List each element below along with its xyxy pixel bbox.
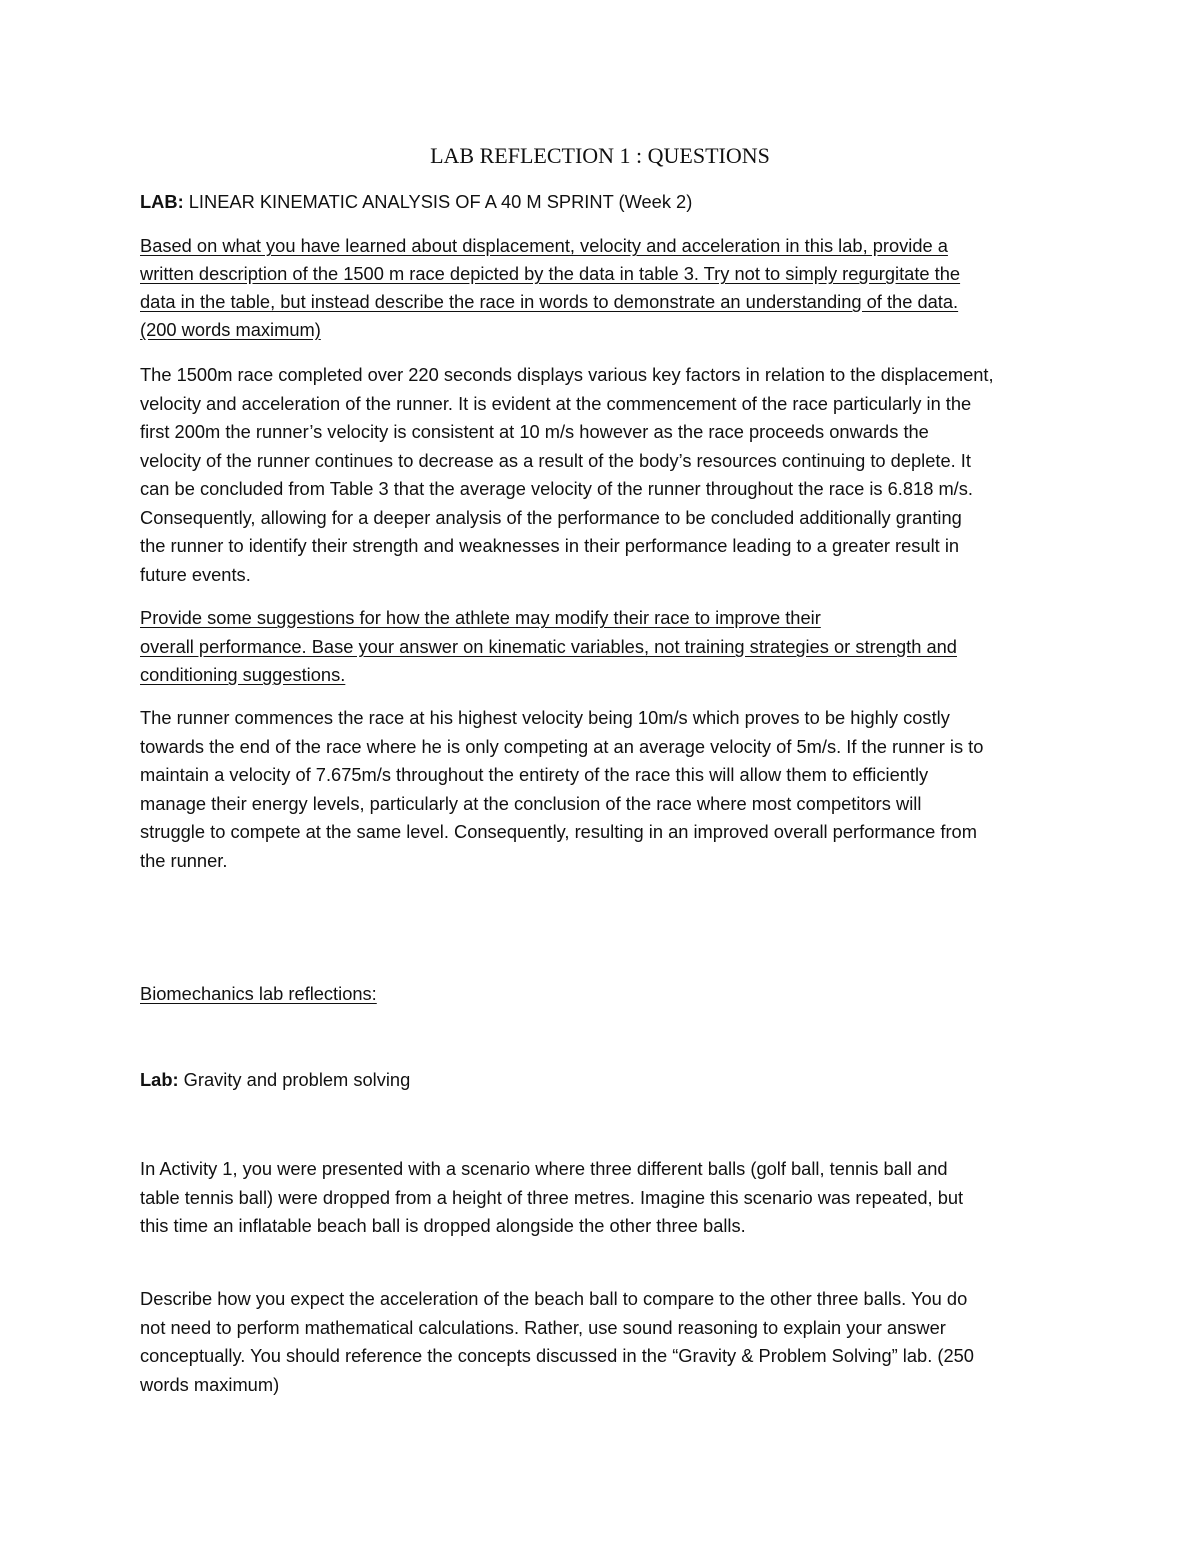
answer-2-line: manage their energy levels, particularly at the conclusion of the race where most competitors will xyxy=(140,793,922,814)
answer-1-line: The 1500m race completed over 220 seconds displays various key factors in relation to the displacement, xyxy=(140,364,994,385)
activity-1-line: In Activity 1, you were presented with a scenario where three different balls (golf ball, tennis ball and xyxy=(140,1158,948,1179)
answer-1-line: can be concluded from Table 3 that the average velocity of the runner throughout the race is 6.818 m/s. xyxy=(140,478,973,499)
answer-1-line: future events. xyxy=(140,564,251,585)
lab-2-line xyxy=(140,1068,410,1092)
question-3-line: Describe how you expect the acceleration of the beach ball to compare to the other three balls. You do xyxy=(140,1288,968,1309)
question-1-line: Based on what you have learned about displacement, velocity and acceleration in this lab, provide a xyxy=(140,235,948,256)
answer-1-line: first 200m the runner’s velocity is consistent at 10 m/s however as the race proceeds onwards the xyxy=(140,421,929,442)
answer-1-line: Consequently, allowing for a deeper analysis of the performance to be concluded additionally granting xyxy=(140,507,962,528)
answer-2-line: The runner commences the race at his highest velocity being 10m/s which proves to be highly costly xyxy=(140,707,950,728)
lab-1-name: LINEAR KINEMATIC ANALYSIS OF A 40 M SPRINT (Week 2) xyxy=(183,191,693,212)
page-title: LAB REFLECTION 1 : QUESTIONS xyxy=(430,143,770,168)
answer-1-line: velocity and acceleration of the runner. It is evident at the commencement of the race particularly in the xyxy=(140,393,972,414)
question-1-line: written description of the 1500 m race depicted by the data in table 3. Try not to simply regurgitate the xyxy=(140,263,961,284)
answer-2-line: struggle to compete at the same level. Consequently, resulting in an improved overall performance from xyxy=(140,821,977,842)
question-3-line: conceptually. You should reference the concepts discussed in the “Gravity & Problem Solving” lab. (250 xyxy=(140,1345,974,1366)
question-1-line: data in the table, but instead describe the race in words to demonstrate an understanding of the data. xyxy=(140,291,959,312)
question-1-line: (200 words maximum) xyxy=(140,319,321,340)
activity-1-line: table tennis ball) were dropped from a height of three metres. Imagine this scenario was repeated, but xyxy=(140,1187,964,1208)
section-heading: Biomechanics lab reflections: xyxy=(140,983,377,1004)
activity-1-line: this time an inflatable beach ball is dropped alongside the other three balls. xyxy=(140,1215,746,1236)
answer-2-line: towards the end of the race where he is only competing at an average velocity of 5m/s. If the runner is to xyxy=(140,736,984,757)
lab-1-label: LAB: xyxy=(140,191,184,212)
lab-2-label: Lab: xyxy=(140,1069,179,1090)
answer-1-line: the runner to identify their strength and weaknesses in their performance leading to a greater result in xyxy=(140,535,960,556)
question-2-line: conditioning suggestions. xyxy=(140,664,346,685)
answer-2-line: the runner. xyxy=(140,850,228,871)
question-3-line: not need to perform mathematical calculations. Rather, use sound reasoning to explain your answer xyxy=(140,1317,946,1338)
lab-1-line xyxy=(140,190,692,214)
answer-1-line: velocity of the runner continues to decrease as a result of the body’s resources continuing to deplete. It xyxy=(140,450,971,471)
lab-2-name: Gravity and problem solving xyxy=(178,1069,411,1090)
question-3-line: words maximum) xyxy=(140,1374,280,1395)
answer-2-line: maintain a velocity of 7.675m/s throughout the entirety of the race this will allow them to efficiently xyxy=(140,764,929,785)
question-2-line: Provide some suggestions for how the athlete may modify their race to improve their xyxy=(140,607,821,628)
question-2-line: overall performance. Base your answer on kinematic variables, not training strategies or strength and xyxy=(140,636,957,657)
